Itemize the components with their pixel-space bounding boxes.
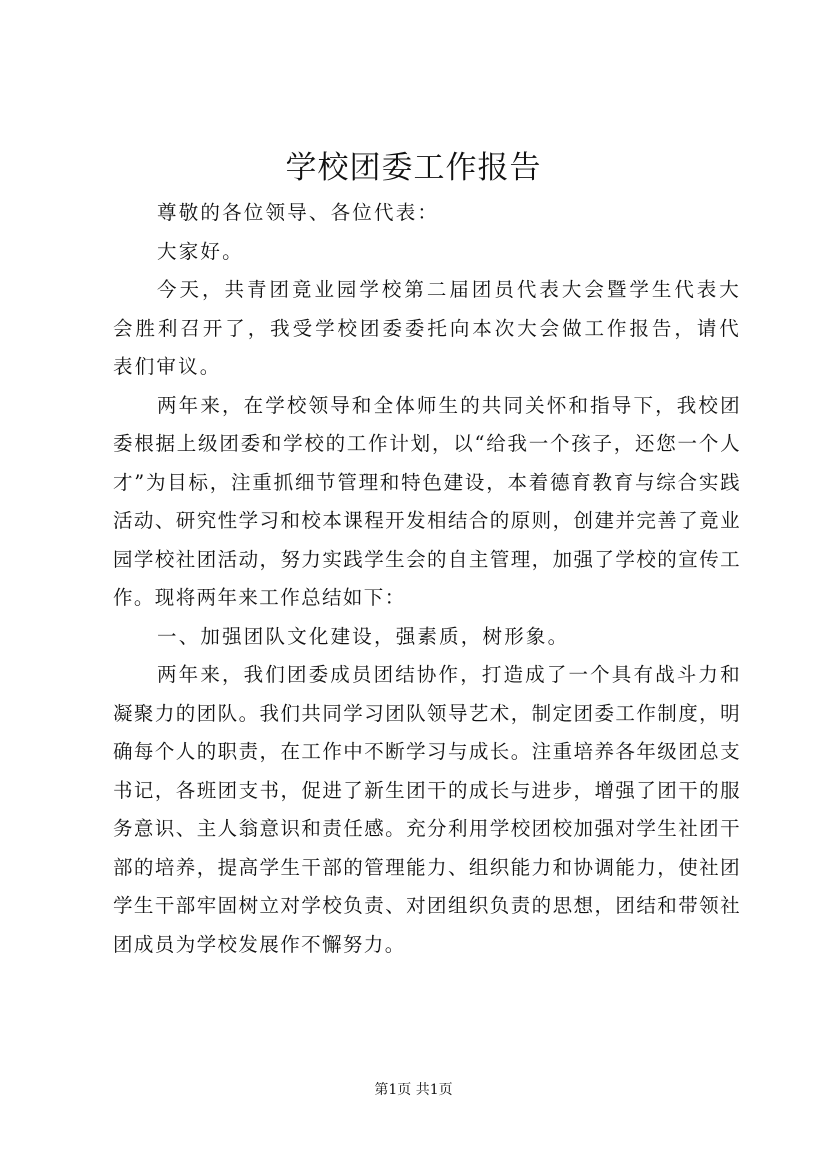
greeting-paragraph: 大家好。 — [157, 239, 244, 263]
document-body — [113, 194, 741, 964]
opening-paragraph: 今天，共青团竟业园学校第二届团员代表大会暨学生代表大会胜利召开了，我受学校团委委托向本次大会做工作报告，请代表们审议。 — [113, 278, 741, 378]
section-heading-paragraph: 一、加强团队文化建设，强素质，树形象。 — [157, 624, 570, 648]
overview-paragraph: 两年来，在学校领导和全体师生的共同关怀和指导下，我校团委根据上级团委和学校的工作计划，以“给我一个孩子，还您一个人才”为目标，注重抓细节管理和特色建设，本着德育教育与综合实践活动、研究性学习和校本课程开发相结合的原则，创建并完善了竟业园学校社团活动，努力实践学生会的自主管理，加强了学校的宣传工作。现将两年来工作总结如下： — [113, 393, 741, 609]
page-footer: 第1页 共1页 — [374, 1082, 453, 1098]
team-building-paragraph: 两年来，我们团委成员团结协作，打造成了一个具有战斗力和凝聚力的团队。我们共同学习团队领导艺术，制定团委工作制度，明确每个人的职责，在工作中不断学习与成长。注重培养各年级团总支书记，各班团支书，促进了新生团干的成长与进步，增强了团干的服务意识、主人翁意识和责任感。充分利用学校团校加强对学生社团干部的培养，提高学生干部的管理能力、组织能力和协调能力，使社团学生干部牢固树立对学校负责、对团组织负责的思想，团结和带领社团成员为学校发展作不懈努力。 — [113, 663, 741, 956]
salutation-paragraph: 尊敬的各位领导、各位代表： — [157, 201, 440, 224]
document-title: 学校团委工作报告 — [285, 150, 542, 186]
